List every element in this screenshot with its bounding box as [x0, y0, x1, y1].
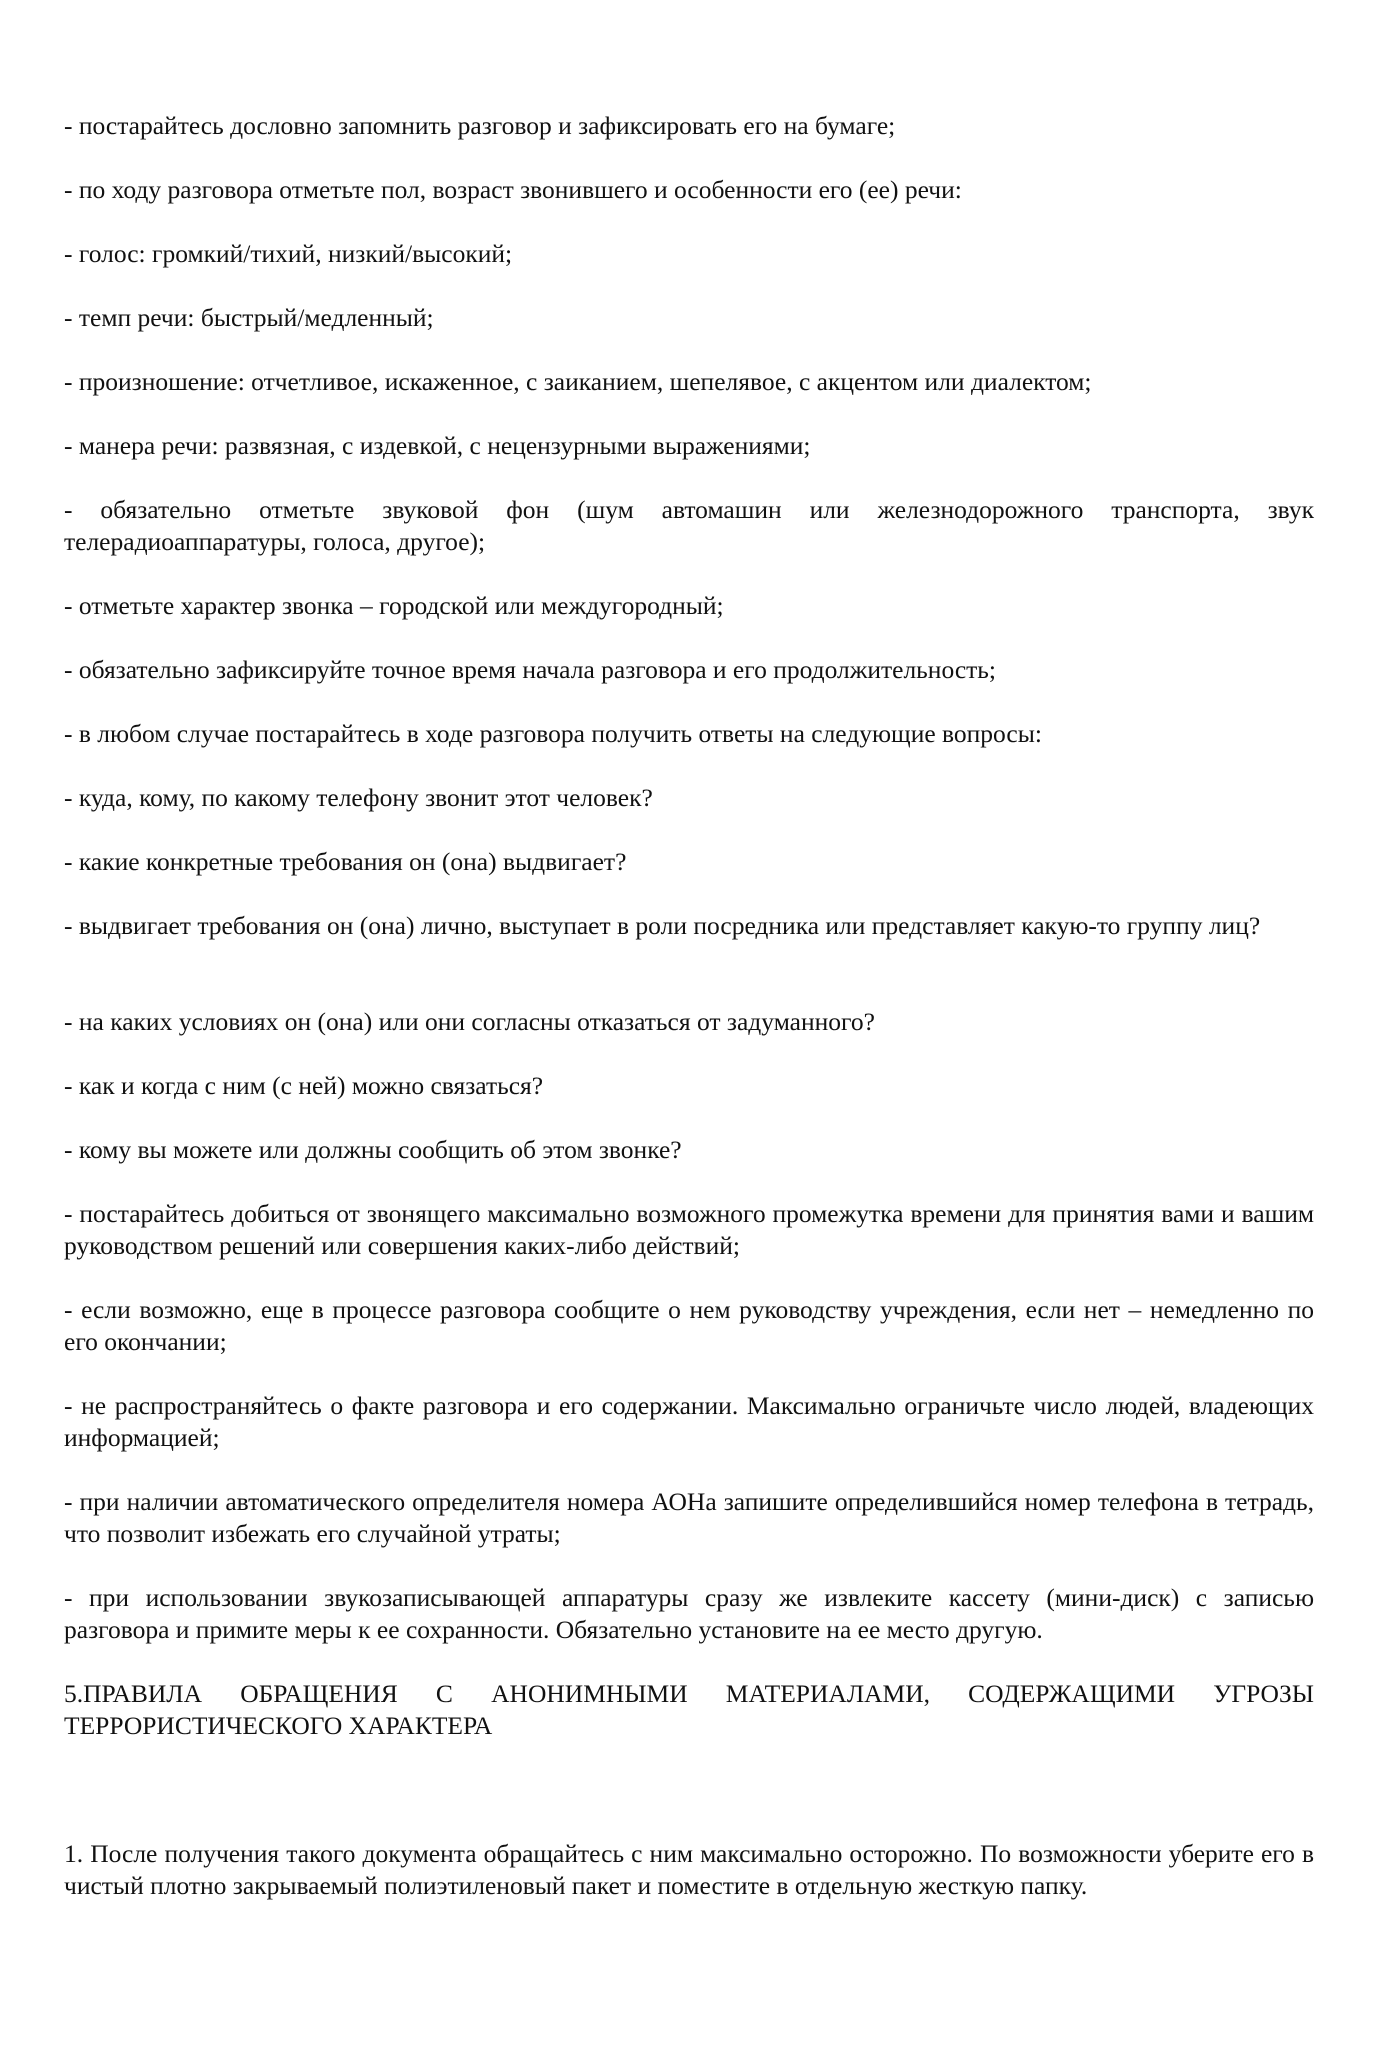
paragraph-caller-id: - при наличии автоматического определителя номера АОНа запишите определившийся номер телефона в тетрадь, что позволит избежать его случайной утраты; — [64, 1487, 1314, 1548]
paragraph-questions: - в любом случае постарайтесь в ходе разговора получить ответы на следующие вопросы: — [64, 719, 1042, 748]
paragraph-demands: - какие конкретные требования он (она) выдвигает? — [64, 847, 627, 876]
paragraph-voice: - голос: громкий/тихий, низкий/высокий; — [64, 239, 513, 268]
paragraph-recording: - при использовании звукозаписывающей аппаратуры сразу же извлеките кассету (мини-диск) с записью разговора и примите меры к ее сохранности. Обязательно установите на ее место другую. — [64, 1583, 1314, 1644]
paragraph-inform-management: - если возможно, еще в процессе разговора сообщите о нем руководству учреждения, если нет – немедленно по его окончании; — [64, 1295, 1314, 1356]
paragraph-manner: - манера речи: развязная, с издевкой, с нецензурными выражениями; — [64, 431, 811, 460]
paragraph-tempo: - темп речи: быстрый/медленный; — [64, 303, 434, 332]
paragraph-confidentiality: - не распространяйтесь о факте разговора и его содержании. Максимально ограничьте число людей, владеющих информацией; — [64, 1391, 1314, 1452]
paragraph-pronunciation: - произношение: отчетливое, искаженное, с заиканием, шепелявое, с акцентом или диалектом; — [64, 367, 1092, 396]
paragraph-where-who: - куда, кому, по какому телефону звонит этот человек? — [64, 783, 653, 812]
paragraph-time: - обязательно зафиксируйте точное время начала разговора и его продолжительность; — [64, 655, 997, 684]
paragraph-contact: - как и когда с ним (с ней) можно связаться? — [64, 1071, 544, 1100]
paragraph-conditions: - на каких условиях он (она) или они согласны отказаться от задуманного? — [64, 1007, 875, 1036]
paragraph-time-gap: - постарайтесь добиться от звонящего максимально возможного промежутка времени для принятия вами и вашим руководством решений или совершения каких-либо действий; — [64, 1199, 1314, 1260]
paragraph-report: - кому вы можете или должны сообщить об этом звонке? — [64, 1135, 682, 1164]
paragraph-background-noise: - обязательно отметьте звуковой фон (шум автомашин или железнодорожного транспорта, звук телерадиоаппаратуры, голоса, другое); — [64, 495, 1314, 556]
section-heading: 5.ПРАВИЛА ОБРАЩЕНИЯ С АНОНИМНЫМИ МАТЕРИАЛАМИ, СОДЕРЖАЩИМИ УГРОЗЫ ТЕРРОРИСТИЧЕСКОГО ХАРАКТЕРА — [64, 1679, 1314, 1740]
paragraph-memorize: - постарайтесь дословно запомнить разговор и зафиксировать его на бумаге; — [64, 111, 896, 140]
numbered-item-1: 1. После получения такого документа обращайтесь с ним максимально осторожно. По возможности уберите его в чистый плотно закрываемый полиэтиленовый пакет и поместите в отдельную жесткую папку. — [64, 1839, 1314, 1900]
document-page — [64, 0, 1314, 2048]
paragraph-note-caller: - по ходу разговора отметьте пол, возраст звонившего и особенности его (ее) речи: — [64, 175, 962, 204]
paragraph-call-type: - отметьте характер звонка – городской или междугородный; — [64, 591, 724, 620]
paragraph-role: - выдвигает требования он (она) лично, выступает в роли посредника или представляет какую-то группу лиц? — [64, 911, 1261, 940]
